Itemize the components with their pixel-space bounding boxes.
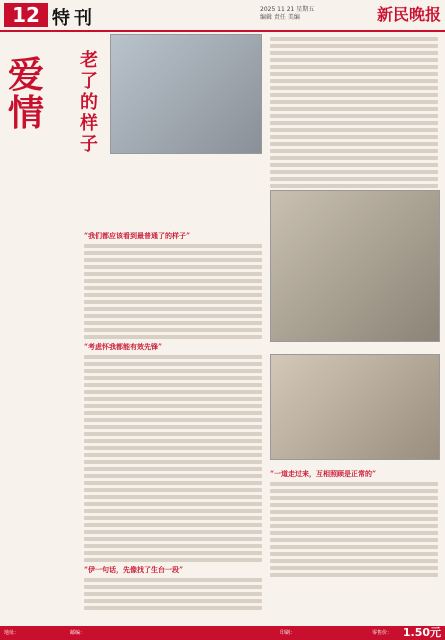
intro-line [6, 205, 106, 214]
intro-line [6, 196, 106, 205]
subhead-4: “一道走过来，互相照顾是正常的” [270, 469, 377, 478]
intro-line [6, 178, 106, 187]
article-column-2-bottom [270, 466, 438, 580]
intro-line [6, 187, 106, 196]
article-column-2-top [270, 34, 438, 191]
article-column-1 [84, 228, 262, 613]
subhead-3: “伊一句话，先像找了生台一段” [84, 565, 184, 574]
section-title: 特刊 [52, 8, 96, 29]
headline-main: 爱情 [8, 54, 45, 134]
intro-line [6, 169, 106, 178]
subhead-1: “我们都应该看到最普通了的样子” [84, 231, 191, 240]
footer-address: 地址： [4, 630, 20, 636]
footer-printing: 印刷： [280, 630, 296, 636]
date-text: 2025 11 21 星期五 [260, 6, 315, 13]
footer-bar [0, 626, 445, 640]
masthead [0, 0, 445, 32]
couple-photo [110, 34, 262, 154]
headline-sub: 老了的样子 [80, 50, 98, 155]
intro-line [6, 160, 106, 169]
footer-postal: 邮编： [70, 630, 86, 636]
editor-credits: 编辑 责任 美编 [260, 14, 300, 21]
price: 1.50元 [402, 626, 441, 639]
couple-walking-photo [270, 354, 440, 460]
footer-price-label: 零售价： [372, 630, 393, 636]
page-number: 12 [4, 3, 48, 27]
date-line [260, 6, 314, 22]
newspaper-logo: 新民晚报 [376, 5, 441, 24]
elderly-man-photo [270, 190, 440, 342]
intro-text [6, 160, 106, 214]
subhead-2: “考虑怀我都能有效先锋” [84, 342, 163, 351]
